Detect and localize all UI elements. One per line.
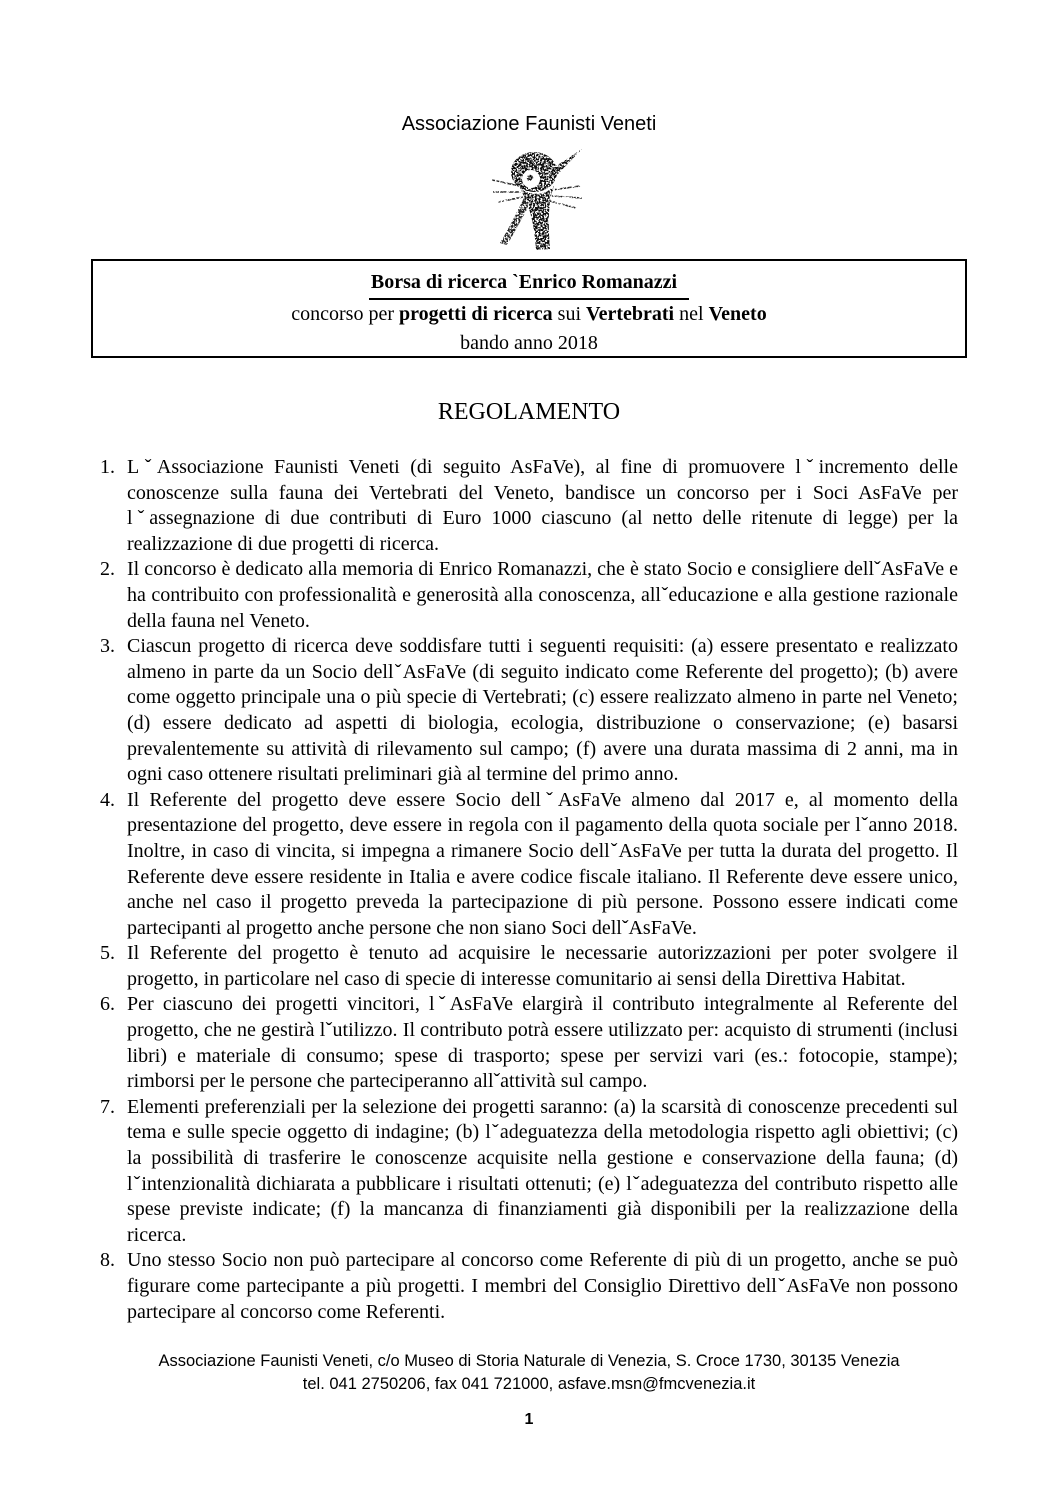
subtitle-part-bold: Vertebrati bbox=[586, 303, 675, 325]
footer-address: Associazione Faunisti Veneti, c/o Museo di Storia Naturale di Venezia, S. Croce 1730, 30135 Venezia bbox=[158, 1352, 900, 1370]
bird-icon bbox=[490, 146, 586, 252]
rule-item-2 bbox=[100, 557, 958, 634]
rule-text: Il Referente del progetto è tenuto ad acquisire le necessarie autorizzazioni per poter svolgere il progetto, in particolare nel caso di specie di interesse comunitario ai sensi della Direttiva Habitat. bbox=[127, 942, 958, 990]
rule-item-1 bbox=[100, 455, 958, 557]
subtitle-part: nel bbox=[674, 303, 709, 325]
title-box bbox=[91, 259, 967, 358]
rule-number: 7. bbox=[100, 1095, 115, 1118]
org-title: Associazione Faunisti Veneti bbox=[401, 113, 657, 135]
bird-sketch-logo bbox=[490, 146, 586, 252]
rule-number: 6. bbox=[100, 993, 115, 1016]
page-number: 1 bbox=[524, 1411, 534, 1428]
rule-text: Ciascun progetto di ricerca deve soddisfare tutti i seguenti requisiti: (a) essere presentato e realizzato almeno in parte da un Socio dellˇAsFaVe (di seguito indicato come Referente del progetto); (b) avere come oggetto principale una o più specie di Vertebrati; (c) essere realizzato almeno in parte nel Veneto; (d) essere dedicato ad aspetti di biologia, ecologia, distribuzione o conservazione; (e) basarsi prevalentemente su attività di rilevamento sul campo; (f) avere una durata massima di 2 anni, ma in ogni caso ottenere risultati preliminari già al termine del primo anno. bbox=[127, 635, 958, 786]
footer-contacts: tel. 041 2750206, fax 041 721000, asfave.msn@fmcvenezia.it bbox=[302, 1375, 756, 1393]
rule-number: 5. bbox=[100, 942, 115, 965]
grant-subtitle bbox=[93, 300, 965, 329]
rule-number: 4. bbox=[100, 788, 115, 811]
grant-title-text: Borsa di ricerca `Enrico Romanazzi bbox=[369, 268, 689, 300]
subtitle-part: concorso per bbox=[291, 303, 399, 325]
rule-number: 2. bbox=[100, 558, 115, 581]
subtitle-part-bold: progetti di ricerca bbox=[399, 303, 553, 325]
footer bbox=[0, 1350, 1058, 1396]
rules-list bbox=[100, 455, 958, 1325]
rule-text: Il Referente del progetto deve essere Socio dellˇAsFaVe almeno dal 2017 e, al momento della presentazione del progetto, deve essere in regola con il pagamento della quota sociale per lˇanno 2018. Inoltre, in caso di vincita, si impegna a rimanere Socio dellˇAsFaVe per tutta la durata del progetto. Il Referente deve essere residente in Italia e avere codice fiscale italiano. Il Referente deve essere unico, anche nel caso il progetto preveda la partecipazione di più persone. Possono essere indicati come partecipanti al progetto anche persone che non siano Soci dellˇAsFaVe. bbox=[127, 788, 958, 939]
subtitle-part: sui bbox=[552, 303, 586, 325]
rule-item-8 bbox=[100, 1248, 958, 1325]
rule-text: Per ciascuno dei progetti vincitori, lˇAsFaVe elargirà il contributo integralmente al Referente del progetto, che ne gestirà lˇutilizzo. Il contributo potrà essere utilizzato per: acquisto di strumenti (inclusi libri) e materiale di consumo; spese di trasporto; spese per servizi vari (es.: fotocopie, stampe); rimborsi per le persone che parteciperanno allˇattività sul campo. bbox=[127, 993, 958, 1093]
rule-item-3 bbox=[100, 634, 958, 788]
subtitle-part-bold: Veneto bbox=[708, 303, 767, 325]
rule-item-7 bbox=[100, 1095, 958, 1249]
rule-text: Il concorso è dedicato alla memoria di Enrico Romanazzi, che è stato Socio e consigliere dellˇAsFaVe e ha contribuito con professionalità e generosità alla conoscenza, allˇeducazione e alla gestione razionale della fauna nel Veneto. bbox=[127, 558, 958, 632]
rule-item-4 bbox=[100, 788, 958, 942]
grant-title bbox=[93, 268, 965, 300]
rule-item-6 bbox=[100, 992, 958, 1094]
rule-text: Elementi preferenziali per la selezione dei progetti saranno: (a) la scarsità di conoscenze precedenti sul tema e sulle specie oggetto di indagine; (b) lˇadeguatezza della metodologia rispetto agli obiettivi; (c) la possibilità di trasferire le conoscenze acquisite nella gestione e conservazione della fauna; (d) lˇintenzionalità dichiarata a pubblicare i risultati ottenuti; (e) lˇadeguatezza del contributo rispetto alle spese previste indicate; (f) la mancanza di finanziamenti già disponibili per la realizzazione della ricerca. bbox=[127, 1095, 958, 1246]
grant-year: bando anno 2018 bbox=[460, 332, 598, 354]
rule-number: 3. bbox=[100, 635, 115, 658]
rule-text: LˇAssociazione Faunisti Veneti (di seguito AsFaVe), al fine di promuovere lˇincremento delle conoscenze sulla fauna dei Vertebrati del Veneto, bandisce un concorso per i Soci AsFaVe per lˇassegnazione di due contributi di Euro 1000 ciascuno (al netto delle ritenute di legge) per la realizzazione di due progetti di ricerca. bbox=[127, 456, 958, 555]
rule-number: 8. bbox=[100, 1249, 115, 1272]
rule-item-5 bbox=[100, 941, 958, 992]
rule-text: Uno stesso Socio non può partecipare al concorso come Referente di più di un progetto, anche se può figurare come partecipante a più progetti. I membri del Consiglio Direttivo dellˇAsFaVe non possono partecipare al concorso come Referenti. bbox=[127, 1249, 958, 1323]
section-title: REGOLAMENTO bbox=[437, 399, 621, 425]
rule-number: 1. bbox=[100, 456, 115, 478]
